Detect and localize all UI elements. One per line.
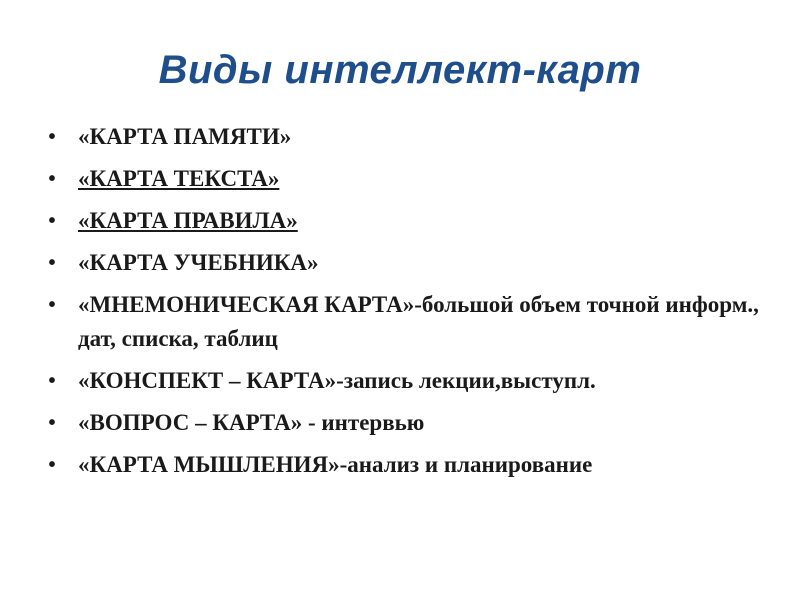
item-title: «КАРТА ПАМЯТИ»: [78, 124, 292, 149]
list-item: [42, 204, 782, 238]
bullet-icon: •: [48, 168, 56, 190]
item-title: «КАРТА ТЕКСТА»: [78, 166, 280, 191]
list-item: [42, 162, 782, 196]
list-item: [42, 246, 782, 280]
bullet-icon: •: [48, 252, 56, 274]
item-title: «КОНСПЕКТ – КАРТА»: [78, 368, 337, 393]
list-item: [42, 288, 782, 356]
item-title: «МНЕМОНИЧЕСКАЯ КАРТА»: [78, 292, 415, 317]
list-item: [42, 120, 782, 154]
item-description: -большой объем точной информ., дат, списка, таблиц: [78, 292, 759, 351]
slide-title: Виды интеллект-карт: [158, 48, 642, 92]
bullet-icon: •: [48, 294, 56, 316]
bullet-list: [42, 120, 782, 490]
item-title: «КАРТА УЧЕБНИКА»: [78, 250, 319, 275]
list-item: [42, 364, 782, 398]
list-item: [42, 406, 782, 440]
item-description: -анализ и планирование: [339, 452, 593, 477]
item-description: - интервью: [302, 410, 425, 435]
bullet-icon: •: [48, 454, 56, 476]
bullet-icon: •: [48, 412, 56, 434]
bullet-icon: •: [48, 126, 56, 148]
bullet-icon: •: [48, 370, 56, 392]
bullet-icon: •: [48, 210, 56, 232]
list-item: [42, 448, 782, 482]
item-title: «КАРТА ПРАВИЛА»: [78, 208, 298, 233]
item-title: «ВОПРОС – КАРТА»: [78, 410, 303, 435]
item-title: «КАРТА МЫШЛЕНИЯ»: [78, 452, 340, 477]
item-description: -запись лекции,выступл.: [336, 368, 596, 393]
